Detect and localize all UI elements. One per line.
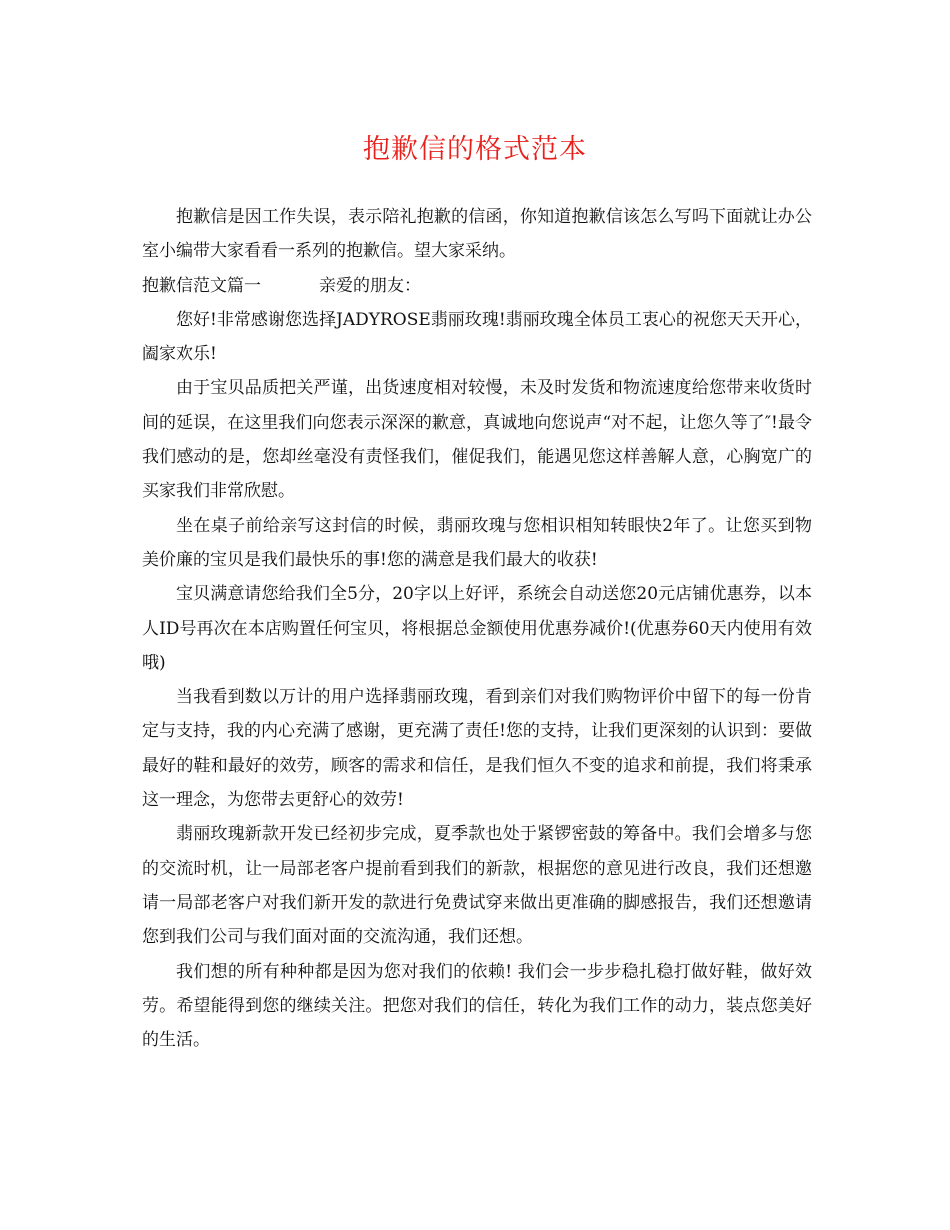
intro-paragraph: 抱歉信是因工作失误，表示陪礼抱歉的信函，你知道抱歉信该怎么写吗下面就让办公室小编带大家看看一系列的抱歉信。望大家采纳。 [142,207,812,262]
letter-paragraph: 您好!非常感谢您选择JADYROSE翡丽玫瑰!翡丽玫瑰全体员工衷心的祝您天天开心，阖家欢乐! [142,309,812,365]
letter-paragraph: 坐在桌子前给亲写这封信的时候，翡丽玫瑰与您相识相知转眼快2年了。让您买到物美价廉的宝贝是我们最快乐的事!您的满意是我们最大的收获! [142,515,812,570]
letter-paragraph: 当我看到数以万计的用户选择翡丽玫瑰，看到亲们对我们购物评价中留下的每一份肯定与支持，我的内心充满了感谢，更充满了责任!您的支持，让我们更深刻的认识到：要做最好的鞋和最好的效劳，顾客的需求和信任，是我们恒久不变的追求和前提，我们将秉承这一理念，为您带去更舒心的效劳! [142,687,812,811]
letter-paragraph: 我们想的所有种种都是因为您对我们的依赖! 我们会一步步稳扎稳打做好鞋，做好效劳。希望能得到您的继续关注。把您对我们的信任，转化为我们工作的动力，装点您美好的生活。 [142,961,812,1051]
letter-paragraph: 宝贝满意请您给我们全5分，20字以上好评，系统会自动送您20元店铺优惠券，以本人ID号再次在本店购置任何宝贝，将根据总金额使用优惠券减价!(优惠券60天内使用有效哦) [142,584,812,673]
letter-paragraph: 翡丽玫瑰新款开发已经初步完成，夏季款也处于紧锣密鼓的筹备中。我们会增多与您的交流时机，让一局部老客户提前看到我们的新款，根据您的意见进行改良，我们还想邀请一局部老客户对我们新开发的款进行免费试穿来做出更准确的脚感报告，我们还想邀请您到我们公司与我们面对面的交流沟通，我们还想。 [142,824,812,948]
salutation: 亲爱的朋友： [319,275,421,296]
section-heading-line [142,269,812,303]
document-body [142,200,812,1057]
document-title: 抱歉信的格式范本 [363,134,587,165]
letter-paragraph: 由于宝贝品质把关严谨，出货速度相对较慢，未及时发货和物流速度给您带来收货时间的延误，在这里我们向您表示深深的歉意，真诚地向您说声“对不起，让您久等了″!最令我们感动的是，您却丝毫没有责怪我们，催促我们，能遇见您这样善解人意，心胸宽广的买家我们非常欣慰。 [142,378,812,502]
section-heading: 抱歉信范文篇一 [142,275,261,296]
